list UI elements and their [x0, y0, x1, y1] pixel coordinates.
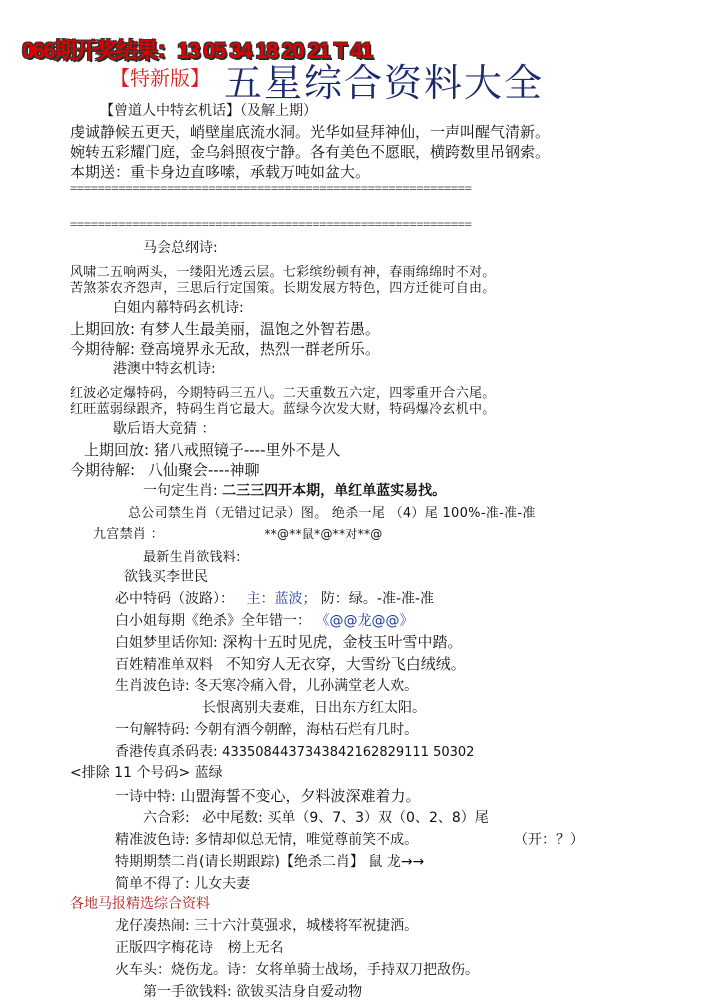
poem-line: 风啸二五响两头，一缕阳光透云层。七彩缤纷顿有神，春雨绵绵时不对。	[70, 265, 496, 280]
yiju-label: 一句定生肖:	[143, 483, 218, 499]
bizhong-label: 必中特码（波路）：	[115, 591, 234, 607]
liuhe-row	[143, 807, 489, 827]
longzai-row	[115, 915, 418, 935]
last-issue-row	[70, 318, 380, 339]
diyishou-text: 欲钹买洁身自爱动物	[236, 984, 363, 1000]
page-title: 五星综合资料大全	[224, 61, 545, 105]
baixing-text: 不知穷人无衣穿，大雪纷飞白绒绒。	[225, 655, 466, 673]
meng-label: 白姐梦里话你知:	[115, 635, 218, 651]
boshi-text-2: 长恨离别夫妻难，日出东方红太阳。	[202, 700, 426, 716]
chuanzhen-text: 4335084437343842162829111 50302	[222, 745, 475, 760]
yishi-text: 山盟海誓不变心，夕料波深难着力。	[180, 787, 421, 805]
last-issue-label: 上期回放:	[70, 320, 136, 338]
poem-line: 红波必定爆特码，今期特码三五八。二天重数五六定，四零重开合六尾。	[70, 386, 496, 401]
meihua-label: 正版四字梅花诗	[115, 940, 213, 956]
last-issue-row	[84, 439, 341, 460]
huoche-text: 火车头：烧伤龙。诗：女将单骑士战场，手持双刀把敌伤。	[115, 962, 479, 978]
yishi-row	[115, 785, 421, 806]
section-heading-xiehouyu: 歇后语大竞猜 ：	[113, 421, 216, 437]
baixing-label: 百姓精准单双料	[115, 657, 213, 673]
meihua-text: 榜上无名	[227, 940, 284, 956]
yiju-row	[143, 480, 446, 500]
jiete-text: 今朝有酒今朝醉，海枯石烂有几时。	[194, 722, 419, 738]
longzai-label: 龙仔凑热闹:	[115, 918, 190, 934]
last-issue-text: 有梦人生最美丽，温饱之外智若愚。	[139, 320, 380, 338]
bizhong-row	[115, 588, 434, 608]
jiugong-text: **@**鼠*@**对**@	[264, 527, 383, 541]
liuhe-label: 六合彩:	[143, 810, 190, 826]
this-issue-row	[70, 338, 380, 359]
poem-line: 本期送：重卡身边直哆嗦，承载万吨如盆大。	[70, 163, 371, 181]
this-issue-text: 八仙聚会----神聊	[147, 461, 260, 479]
bose-open: （开：？）	[514, 832, 584, 848]
chuanzhen-label: 香港传真杀码表:	[115, 744, 218, 760]
diyishou-label: 第一手欲钱料:	[143, 984, 232, 1000]
jiandan-text: 儿女夫妻	[194, 876, 251, 892]
bose-label: 精准波色诗:	[115, 832, 190, 848]
separator: ==========================================================	[70, 217, 472, 231]
jiugong-row	[93, 523, 383, 542]
zuixin-label: 最新生肖欲钱料:	[143, 550, 241, 565]
meihua-row	[115, 937, 283, 957]
jinshi-text: 特期期禁二肖(请长期跟踪)【绝杀二肖】 鼠 龙→→	[115, 854, 425, 870]
baixiaojie-row	[115, 610, 413, 630]
baixing-row	[115, 653, 466, 674]
last-issue-label: 上期回放:	[84, 441, 150, 459]
section-heading-mahui: 马会总纲诗:	[143, 240, 218, 256]
zuixin-text: 欲钱买李世民	[124, 569, 208, 585]
boshi-label: 生肖波色诗:	[115, 678, 190, 694]
baixiaojie-label: 白小姐每期《绝杀》全年错一：	[115, 613, 311, 629]
section-heading-zengdaoren: 【曾道人中特玄机话】（及解上期）	[100, 103, 317, 119]
chuanzhen-row	[115, 741, 474, 761]
section-heading-baijie: 白姐内幕特码玄机诗:	[113, 300, 244, 316]
jiugong-label: 九宫禁肖 ：	[93, 527, 164, 542]
bizhong-rest: 防：绿。-准-准-准	[320, 591, 435, 607]
meng-row	[115, 631, 463, 652]
paichu-text: <排除 11 个号码> 蓝绿	[70, 765, 223, 781]
this-issue-label: 今期待解:	[70, 340, 136, 358]
bose-row	[115, 829, 418, 849]
liuhe-text: 必中尾数: 买单（9、7、3）双（0、2、8）尾	[202, 810, 489, 826]
yishi-label: 一诗中特:	[115, 789, 176, 805]
meng-text: 深构十五时见虎，金枝玉叶雪中踏。	[222, 633, 463, 651]
last-issue-text: 猪八戒照镜子----里外不是人	[153, 441, 341, 459]
bose-text: 多情却似总无情，唯觉尊前笑不成。	[194, 832, 419, 848]
boshi-text: 冬天寒冷痛入骨，儿孙满堂老人欢。	[194, 678, 419, 694]
edition-label: 【特新版】	[110, 66, 210, 90]
boshi-row	[115, 675, 418, 695]
zonggongsi-text: 总公司禁生肖（无错过记录）图。 绝杀一尾 （4）尾 100%-准-准-准	[128, 506, 536, 521]
baixiaojie-text: 《@@龙@@》	[315, 613, 414, 629]
jiete-label: 一句解特码:	[115, 722, 190, 738]
section-heading-madi: 各地马报精选综合资料	[70, 896, 210, 912]
bizhong-main: 主：蓝波；	[246, 591, 317, 607]
jiete-row	[115, 719, 418, 739]
longzai-text: 三十六汁莫强求，城楼将军祝捷洒。	[194, 918, 419, 934]
this-issue-text: 登高境界永无敌，热烈一群老所乐。	[139, 340, 380, 358]
draw-result-banner: 066期开奖结果：13 05 34 18 20 21 T 41	[22, 38, 372, 63]
poem-line: 婉转五彩耀门庭，金乌斜照夜宁静。各有美色不愿眠，横跨数里吊钢索。	[70, 143, 551, 161]
diyishou-row	[143, 981, 362, 1001]
jiandan-label: 简单不得了:	[115, 876, 190, 892]
this-issue-row	[70, 459, 260, 480]
yiju-text: 二三三四开本期，单红单蓝实易找。	[222, 483, 447, 499]
poem-line: 虔诚静候五更天，峭壁崖底流水洞。光华如昼拜神仙，一声叫醒气清新。	[70, 123, 551, 141]
section-heading-gangao: 港澳中特玄机诗:	[113, 361, 216, 377]
this-issue-label: 今期待解:	[70, 461, 136, 479]
jiandan-row	[115, 873, 250, 893]
separator: ==========================================================	[70, 181, 472, 195]
poem-line: 苦煞茶农齐怨声，三思后行定国策。长期发展方特色，四方迁徙可自由。	[70, 281, 496, 296]
poem-line: 红旺蓝弱绿跟齐，特码生肖它最大。蓝绿今次发大财，特码爆冷玄机中。	[70, 402, 496, 417]
